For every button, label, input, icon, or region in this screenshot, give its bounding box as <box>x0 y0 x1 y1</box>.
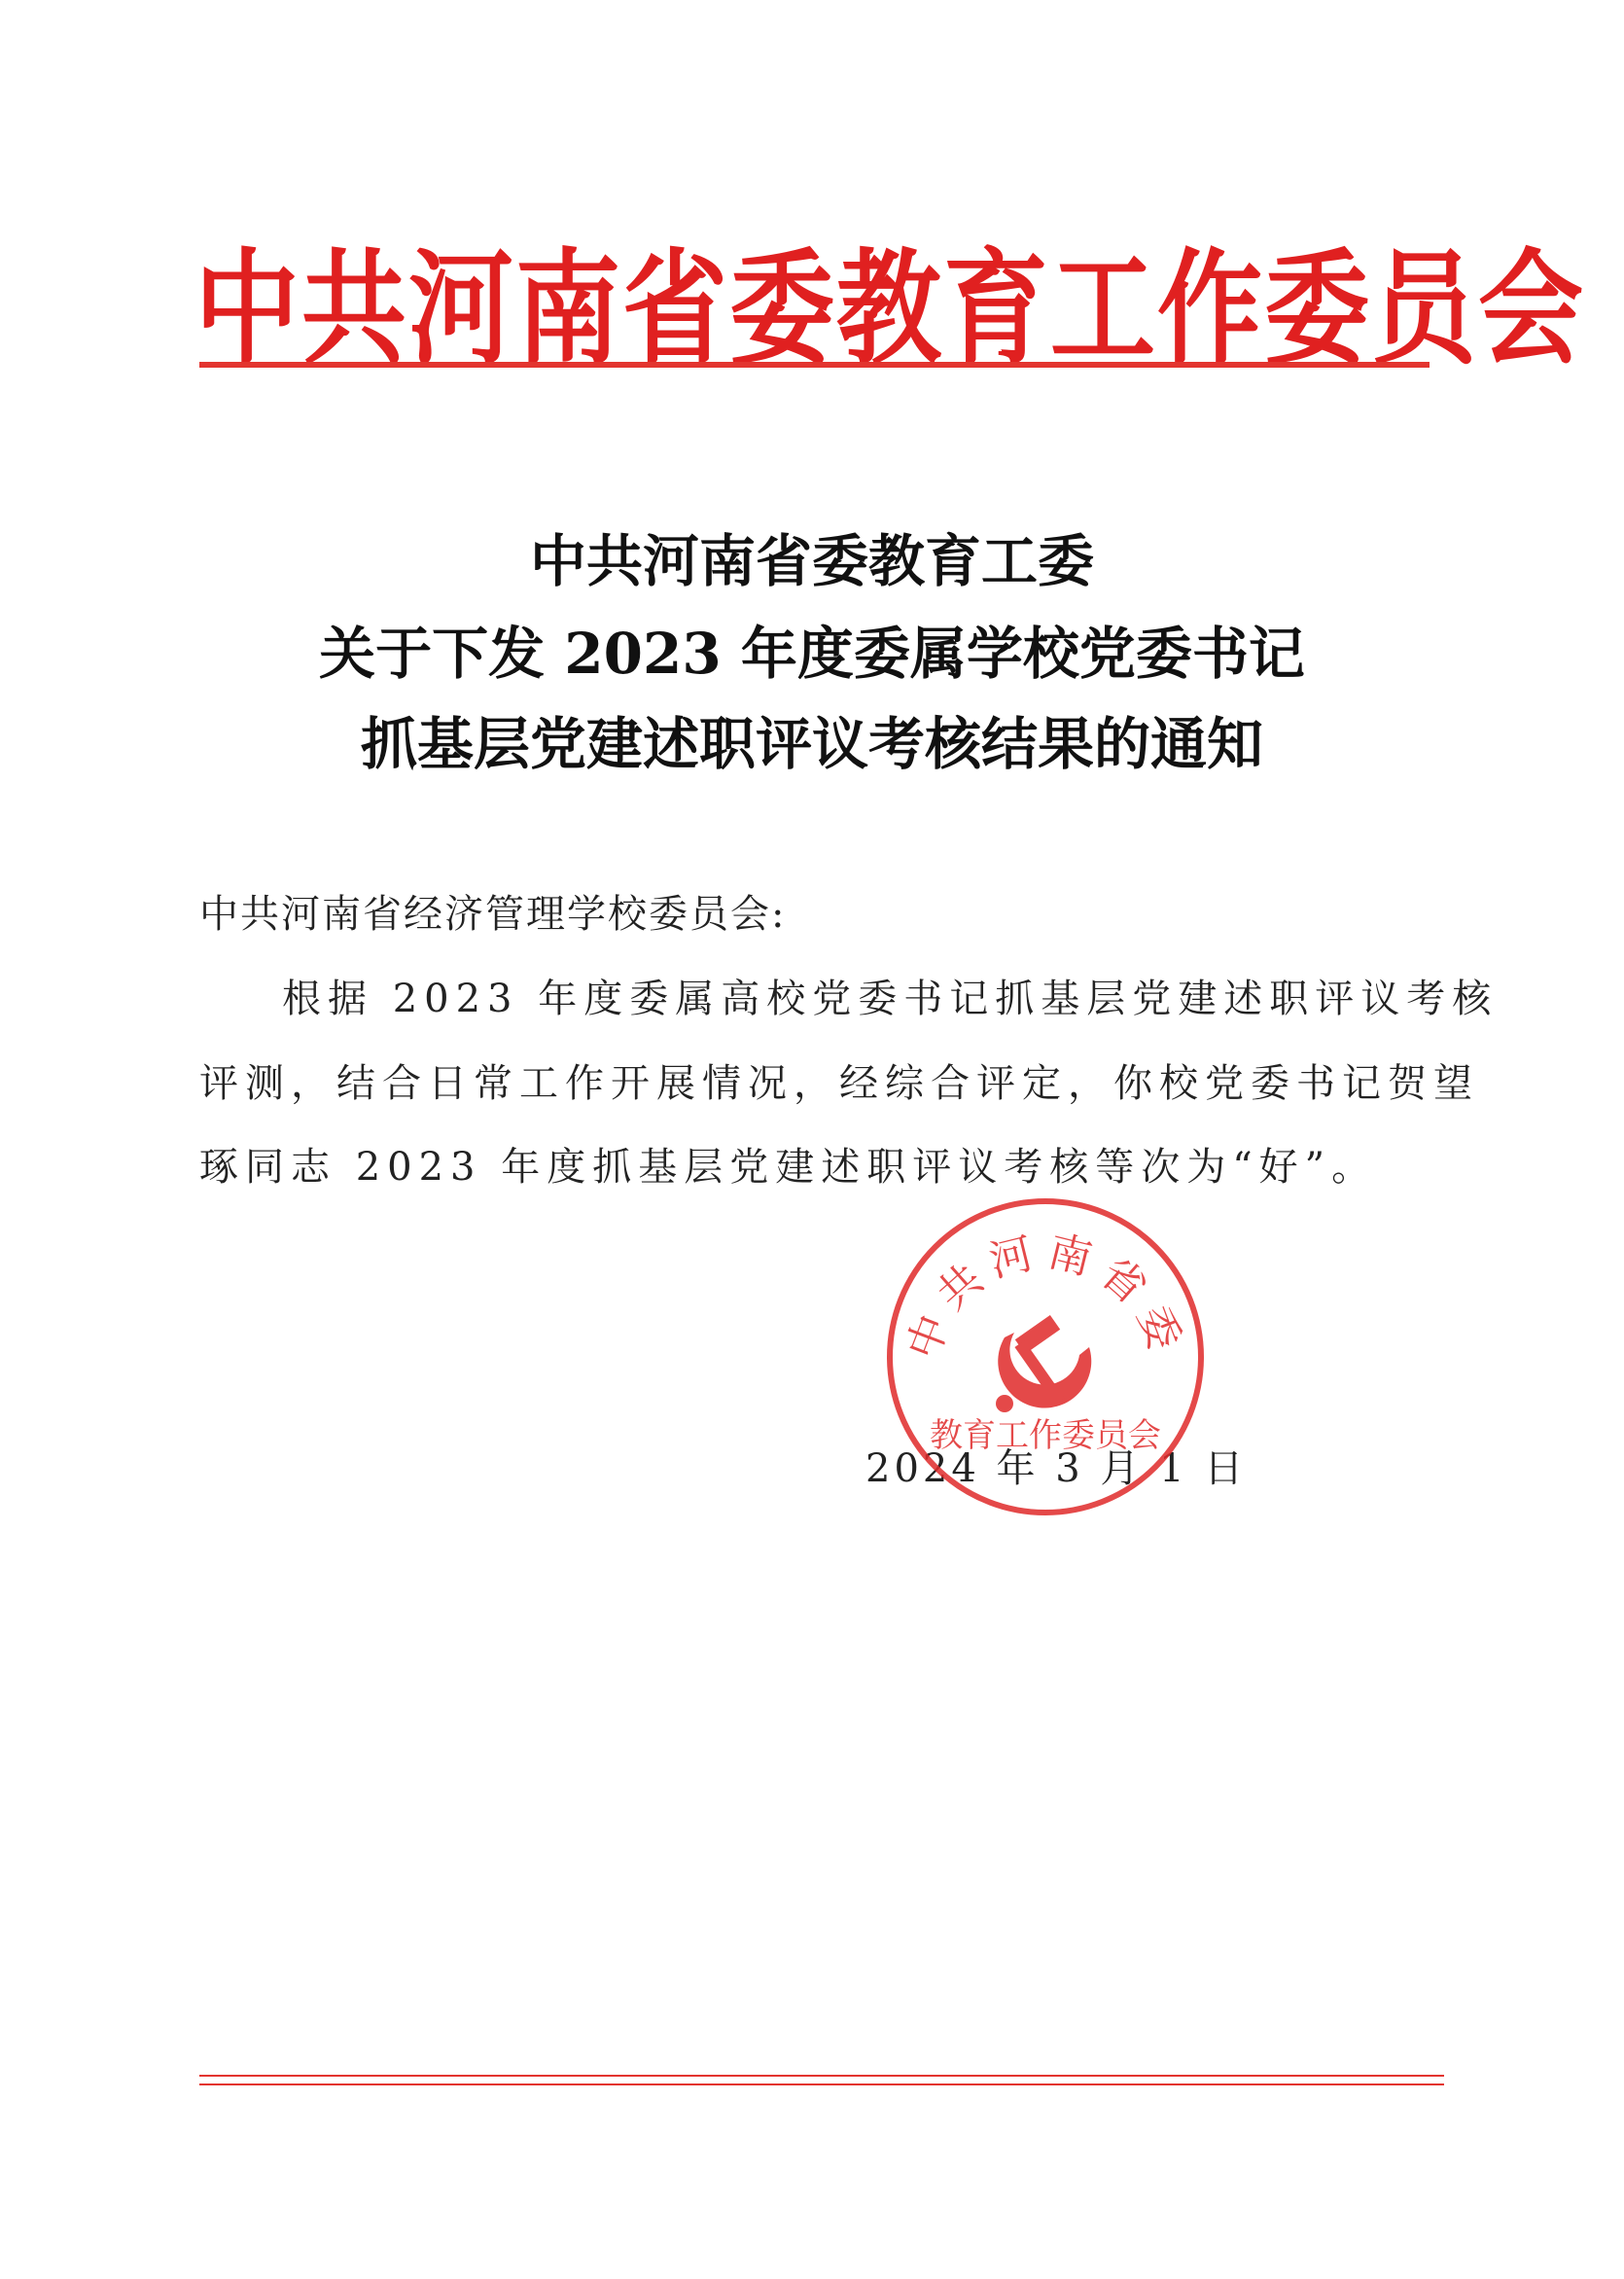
seal-top-text: 中共河南省委 <box>898 1226 1193 1367</box>
footer-rule-bottom <box>199 2083 1444 2085</box>
body-line-1: 根据 2023 年度委属高校党委书记抓基层党建述职评议考核 <box>282 977 1499 1021</box>
document-title-line-2: 关于下发 2023 年度委属学校党委书记 <box>319 621 1305 687</box>
body-line-2: 评测，结合日常工作开展情况，经综合评定，你校党委书记贺望 <box>199 1061 1479 1106</box>
document-title-line-3: 抓基层党建述职评议考核结果的通知 <box>360 711 1263 777</box>
seal-bottom-text: 教育工作委员会 <box>930 1416 1161 1455</box>
addressee: 中共河南省经济管理学校委员会: <box>199 892 787 937</box>
hammer-sickle-icon <box>996 1315 1091 1412</box>
svg-text:中共河南省委 <box>898 1227 1192 1366</box>
official-seal <box>880 1192 1211 1522</box>
document-title-line-1: 中共河南省委教育工委 <box>529 528 1094 594</box>
body-line-3: 琢同志 2023 年度抓基层党建述职评议考核等次为“好”。 <box>199 1145 1378 1190</box>
issue-date: 2024 年 3 月 1 日 <box>865 1446 1248 1491</box>
letterhead-rule <box>199 362 1430 368</box>
footer-rule-top <box>199 2075 1444 2077</box>
letterhead-title: 中共河南省委教育工作委员会 <box>194 236 1586 381</box>
